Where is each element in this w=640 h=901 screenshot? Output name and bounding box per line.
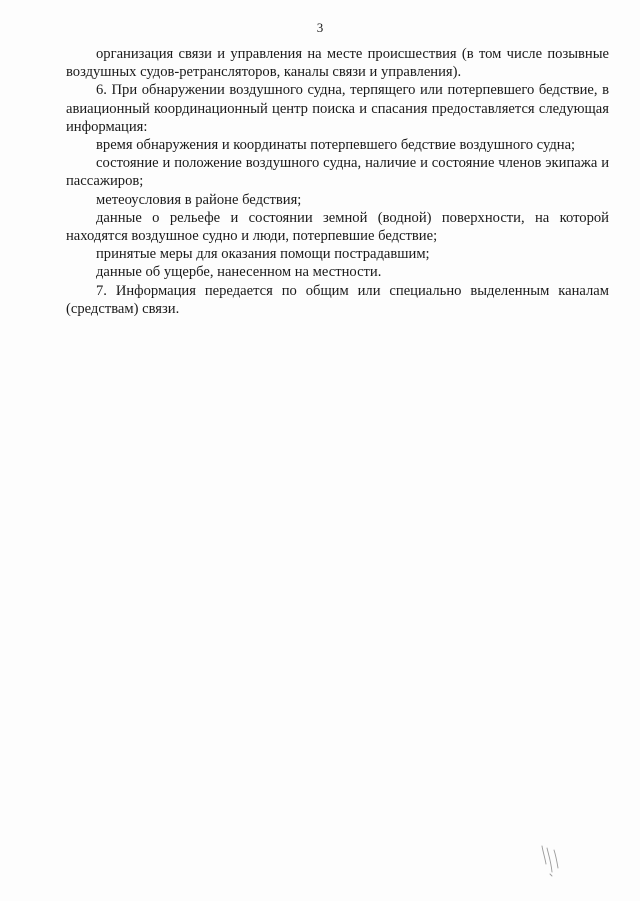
paragraph-item-6: 6. При обнаружении воздушного судна, терпящего или потерпевшего бедствие, в авиационный координационный центр поиска и спасания предоставляется следующая информация:	[66, 82, 609, 135]
paragraph-damage: данные об ущербе, нанесенном на местности.	[96, 264, 382, 281]
paragraph-aircraft-state: состояние и положение воздушного судна, наличие и состояние членов экипажа и пассажиров;	[66, 155, 609, 190]
paragraph-weather: метеоусловия в районе бедствия;	[96, 191, 302, 208]
paragraph-measures: принятые меры для оказания помощи пострадавшим;	[96, 246, 430, 263]
document-body	[66, 45, 609, 318]
paragraph-communication-organization: организация связи и управления на месте происшествия (в том числе позывные воздушных судов-ретрансляторов, каналы связи и управления).	[66, 46, 609, 81]
paragraph-terrain: данные о рельефе и состоянии земной (водной) поверхности, на которой находятся воздушное судно и люди, потерпевшие бедствие;	[66, 209, 609, 245]
pen-mark-icon	[536, 842, 566, 878]
paragraph-item-7: 7. Информация передается по общим или специально выделенным каналам (средствам) связи.	[66, 282, 609, 317]
paragraph-detection-time: время обнаружения и координаты потерпевшего бедствие воздушного судна;	[96, 137, 576, 154]
page-number: 3	[316, 20, 324, 35]
